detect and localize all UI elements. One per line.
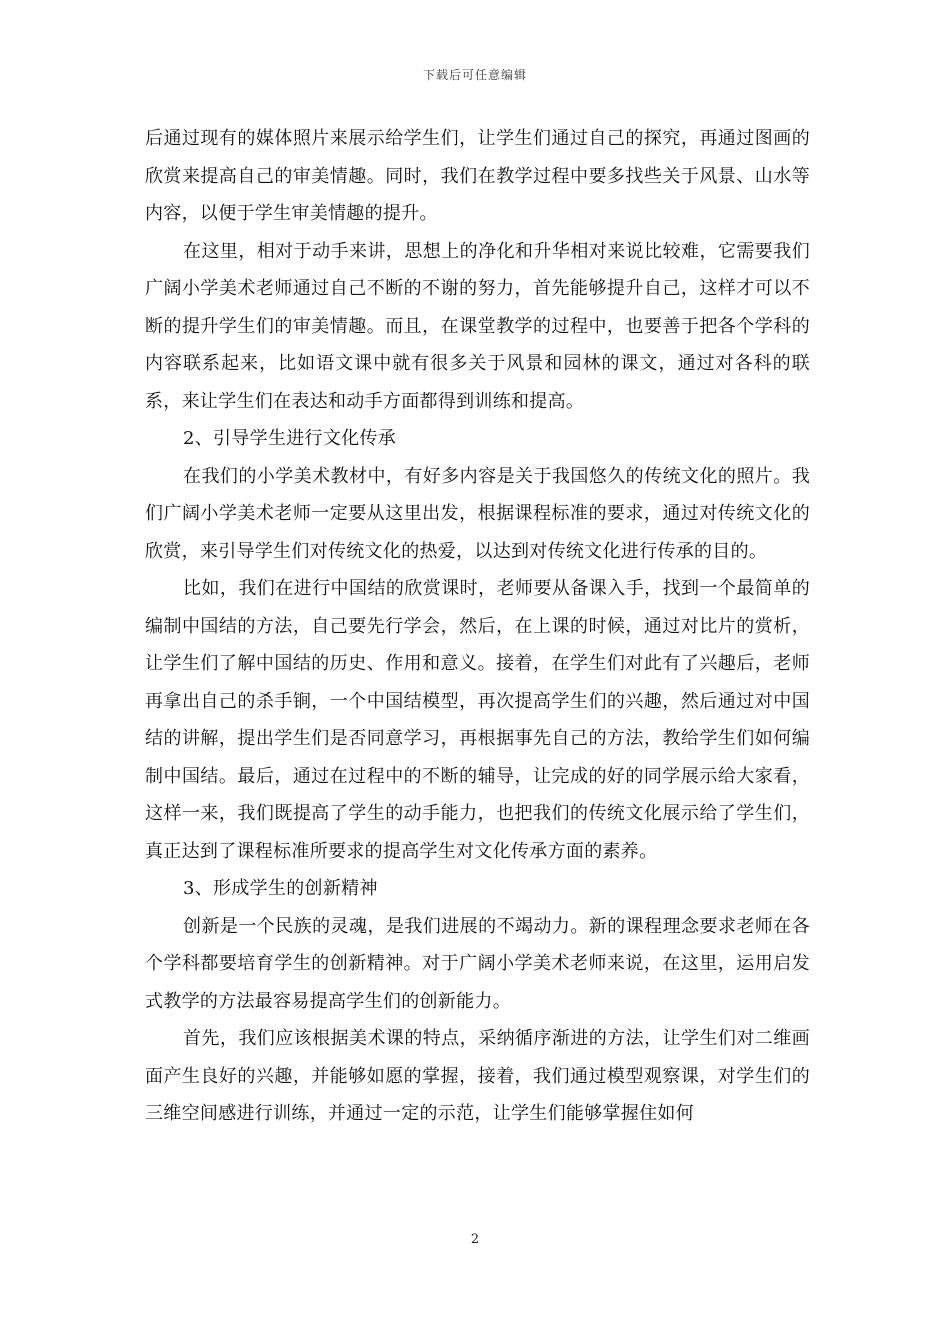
paragraph: 在我们的小学美术教材中，有好多内容是关于我国悠久的传统文化的照片。我们广阔小学美术老师一定要从这里出发，根据课程标准的要求，通过对传统文化的欣赏，来引导学生们对传统文化的热爱，以达到对传统文化进行传承的目的。 [145,465,810,562]
paragraph: 创新是一个民族的灵魂，是我们进展的不竭动力。新的课程理念要求老师在各个学科都要培育学生的创新精神。对于广阔小学美术老师来说，在这里，运用启发式教学的方法最容易提高学生们的创新能力。 [145,915,810,1012]
page-number: 2 [470,1232,480,1247]
section-heading: 3、形成学生的创新精神 [183,878,378,899]
paragraph-continuation: 后通过现有的媒体照片来展示给学生们，让学生们通过自己的探究，再通过图画的欣赏来提高自己的审美情趣。同时，我们在教学过程中要多找些关于风景、山水等内容，以便于学生审美情趣的提升。 [145,128,810,224]
paragraph: 首先，我们应该根据美术课的特点，采纳循序渐进的方法，让学生们对二维画面产生良好的兴趣，并能够如愿的掌握，接着，我们通过模型观察课，对学生们的三维空间感进行训练，并通过一定的示范，让学生们能够掌握住如何 [145,1028,810,1124]
page-header: 下载后可任意编辑 [422,68,527,82]
paragraph: 在这里，相对于动手来讲，思想上的净化和升华相对来说比较难，它需要我们广阔小学美术老师通过自己不断的不谢的努力，首先能够提升自己，这样才可以不断的提升学生们的审美情趣。而且，在课堂教学的过程中，也要善于把各个学科的内容联系起来，比如语文课中就有很多关于风景和园林的课文，通过对各科的联系，来让学生们在表达和动手方面都得到训练和提高。 [145,240,810,412]
document-body [145,120,810,1133]
paragraph: 比如，我们在进行中国结的欣赏课时，老师要从备课入手，找到一个最简单的编制中国结的方法，自己要先行学会，然后，在上课的时候，通过对比片的赏析，让学生们了解中国结的历史、作用和意义。接着，在学生们对此有了兴趣后，老师再拿出自己的杀手锏，一个中国结模型，再次提高学生们的兴趣，然后通过对中国结的讲解，提出学生们是否同意学习，再根据事先自己的方法，教给学生们如何编制中国结。最后，通过在过程中的不断的辅导，让完成的好的同学展示给大家看，这样一来，我们既提高了学生的动手能力，也把我们的传统文化展示给了学生们，真正达到了课程标准所要求的提高学生对文化传承方面的素养。 [145,578,810,862]
section-heading: 2、引导学生进行文化传承 [183,428,397,449]
